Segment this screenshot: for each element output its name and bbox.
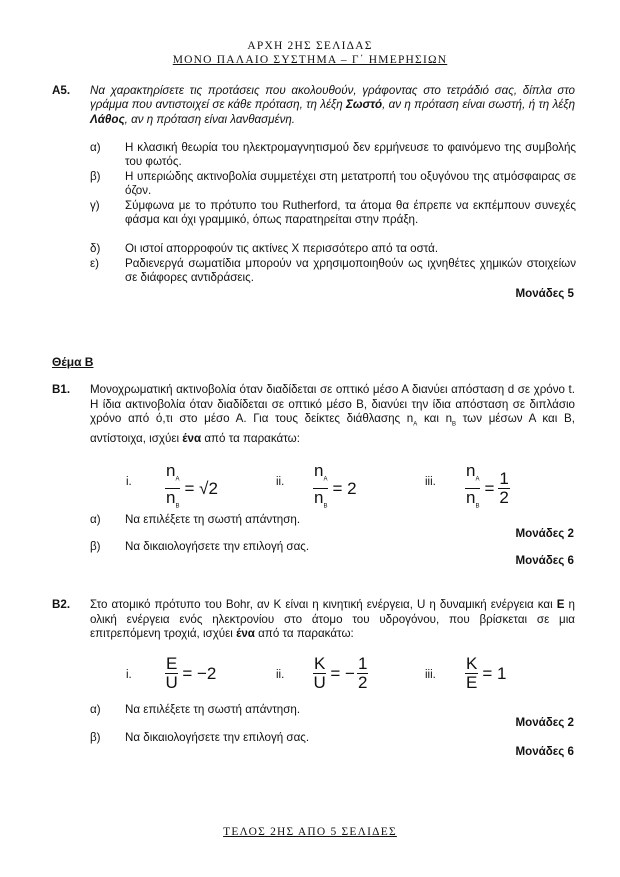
a5-item: γ) Σύμφωνα με το πρότυπο του Rutherford, τα άτομα θα έπρεπε να εκπέμπουν συνεχές φάσμα και όχι γραμμικό, όπως παρατηρείται στην πράξη.: [90, 199, 576, 227]
b1-option-i-formula: $\frac{n_A}{n_B}$ = √2: [166, 461, 218, 510]
b2-option-iii-formula: $\frac{K}{E}$ = 1: [466, 654, 507, 692]
section-title-theme-b: Θέμα Β: [52, 355, 94, 369]
page-header-line2: ΜΟΝΟ ΠΑΛΑΙΟ ΣΥΣΤΗΜΑ – Γ΄ ΗΜΕΡΗΣΙΩΝ: [172, 54, 448, 66]
a5-item: ε) Ραδιενεργά σωματίδια μπορούν να χρησιμοποιηθούν ως ιχνηθέτες χημικών στοιχείων σε διάφορες αντιδράσεις.: [90, 257, 576, 285]
question-b2-label: Β2.: [52, 598, 71, 611]
b2-option-iii-label: iii.: [425, 669, 436, 681]
question-a5-intro: Να χαρακτηρίσετε τις προτάσεις που ακολουθούν, γράφοντας στο τετράδιό σας, δίπλα στο γράμμα που αντιστοιχεί σε κάθε πρόταση, τη λέξη Σωστό, αν η πρόταση είναι σωστή, ή τη λέξη Λάθος, αν η πρόταση είναι λανθασμένη.: [90, 84, 576, 126]
b2-subquestion-a: α): [90, 703, 101, 716]
b1-subquestion-a: α): [90, 513, 101, 526]
b1-option-ii-formula: $\frac{n_A}{n_B}$ = 2: [314, 461, 357, 510]
page-header-line1: ΑΡΧΗ 2ΗΣ ΣΕΛΙΔΑΣ: [247, 40, 373, 52]
b2-option-i-label: i.: [126, 669, 132, 681]
b2-option-ii-formula: $\frac{K}{U}$ = − $\frac{1}{2}$: [313, 654, 368, 692]
question-b1-label: Β1.: [52, 383, 71, 396]
b1-option-iii-formula: $\frac{n_A}{n_B}$ = $\frac{1}{2}$: [466, 461, 509, 510]
b2-marks-b: Μονάδες 6: [515, 745, 574, 758]
a5-item: α) Η κλασική θεωρία του ηλεκτρομαγνητισμού δεν ερμήνευσε το φαινόμενο της συμβολής του φωτός.: [90, 141, 576, 169]
question-b1-text: Μονοχρωματική ακτινοβολία όταν διαδίδεται σε οπτικό μέσο Α διανύει απόσταση d σε χρόνο t. Η ίδια ακτινοβολία όταν διαδίδεται σε οπτικό μέσο Β, διανύει την ίδια απόσταση σε διπλάσιο χρόνο από ό,τι στο μέσο Α. Για τους δείκτες διάθλασης $n_A$ και $n_B$ των μέσων Α και Β, αντίστοιχα, ισχύει ένα από τα παρακάτω:: [90, 383, 575, 446]
b1-option-iii-label: iii.: [425, 476, 436, 488]
b1-marks-b: Μονάδες 6: [515, 554, 574, 567]
b2-subquestion-a-text: Να επιλέξετε τη σωστή απάντηση.: [125, 703, 301, 716]
b1-subquestion-b: β): [90, 540, 101, 553]
a5-item: δ) Οι ιστοί απορροφούν τις ακτίνες Χ περισσότερο από τα οστά.: [90, 242, 439, 255]
b1-option-ii-label: ii.: [276, 476, 285, 488]
b2-subquestion-b-text: Να δικαιολογήσετε την επιλογή σας.: [125, 731, 310, 744]
b1-subquestion-a-text: Να επιλέξετε τη σωστή απάντηση.: [125, 513, 301, 526]
b2-option-ii-label: ii.: [276, 669, 285, 681]
page-footer: ΤΕΛΟΣ 2ΗΣ ΑΠΟ 5 ΣΕΛΙΔΕΣ: [223, 826, 397, 838]
b1-subquestion-b-text: Να δικαιολογήσετε την επιλογή σας.: [125, 540, 310, 553]
question-a5-label: Α5.: [52, 84, 71, 97]
b1-option-i-label: i.: [126, 476, 132, 488]
b1-marks-a: Μονάδες 2: [515, 527, 574, 540]
a5-item: β) Η υπεριώδης ακτινοβολία συμμετέχει στη μετατροπή του οξυγόνου της ατμόσφαιρας σε όζον.: [90, 170, 576, 198]
b2-marks-a: Μονάδες 2: [515, 716, 574, 729]
question-b2-text: Στο ατομικό πρότυπο του Bohr, αν K είναι η κινητική ενέργεια, U η δυναμική ενέργεια και Ε η ολική ενέργεια ενός ηλεκτρονίου στο άτομο του υδρογόνου, που βρίσκεται σε μια επιτρεπόμενη τροχιά, ισχύει ένα από τα παρακάτω:: [90, 598, 575, 641]
b2-subquestion-b: β): [90, 731, 101, 744]
b2-option-i-formula: $\frac{E}{U}$ = −2: [165, 654, 217, 692]
a5-marks: Μονάδες 5: [515, 287, 574, 300]
